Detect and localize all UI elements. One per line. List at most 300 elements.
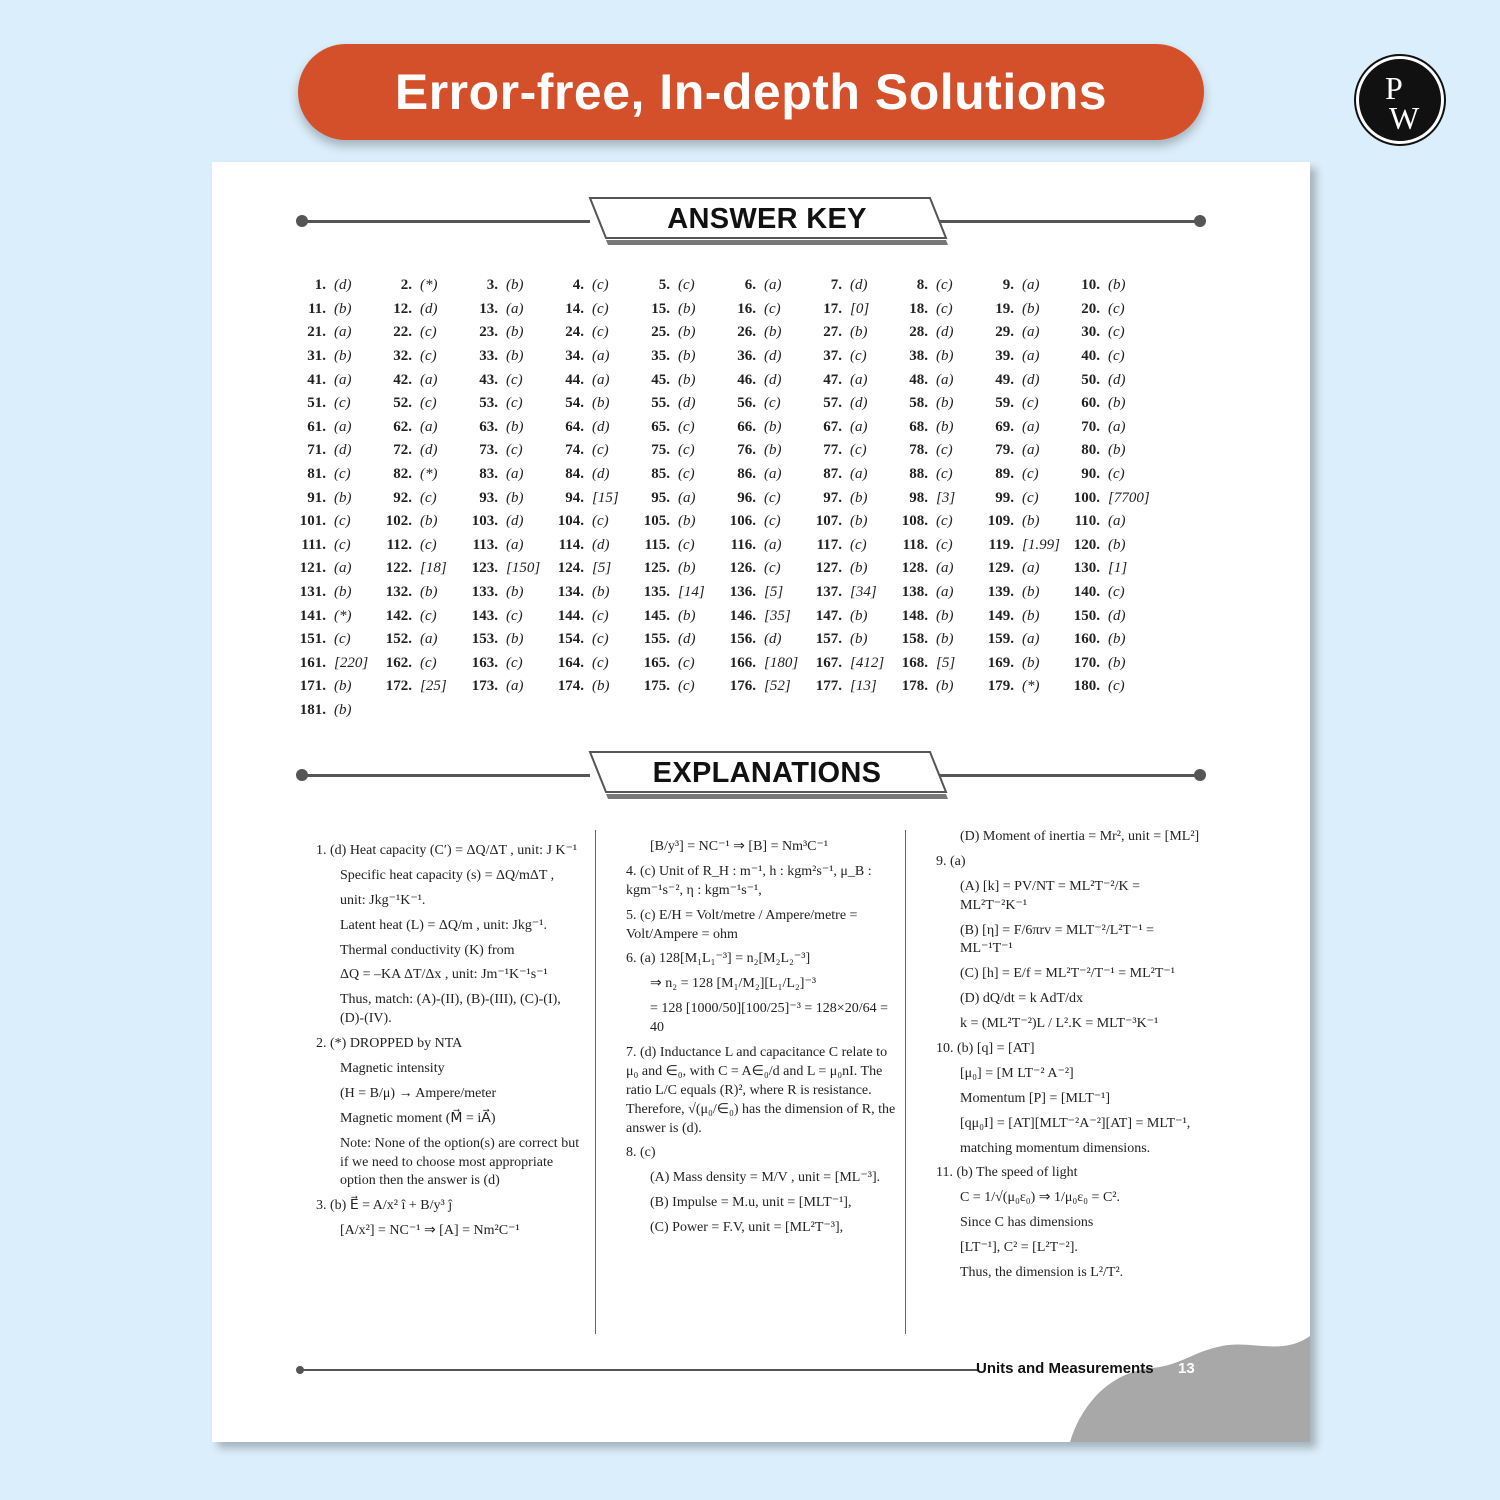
answer-key-item bbox=[812, 652, 898, 676]
answer-key-item bbox=[382, 628, 468, 652]
answer-key-question-number: 93. bbox=[479, 489, 498, 506]
answer-key-answer: (a) bbox=[1022, 324, 1040, 341]
answer-key-question-number: 157. bbox=[815, 631, 842, 648]
explanations-rule-right bbox=[938, 774, 1200, 777]
answer-key-answer: (c) bbox=[936, 300, 953, 317]
answer-key-question-number: 63. bbox=[479, 418, 498, 435]
answer-key-question-number: 32. bbox=[393, 348, 412, 365]
footer-rule bbox=[298, 1369, 978, 1371]
column-divider-1 bbox=[595, 830, 596, 1334]
answer-key-answer: (d) bbox=[592, 466, 610, 483]
answer-key-question-number: 118. bbox=[902, 536, 928, 553]
answer-key-item bbox=[382, 463, 468, 487]
answer-key-item bbox=[468, 463, 554, 487]
answer-key-item bbox=[984, 274, 1070, 298]
answer-key-answer: (c) bbox=[1108, 300, 1125, 317]
answer-key-question-number: 27. bbox=[823, 324, 842, 341]
answer-key-question-number: 25. bbox=[651, 324, 670, 341]
answer-key-item bbox=[554, 392, 640, 416]
answer-key-item bbox=[898, 581, 984, 605]
answer-key-answer: (a) bbox=[936, 584, 954, 601]
answer-key-item bbox=[468, 534, 554, 558]
answer-key-answer: (d) bbox=[678, 395, 696, 412]
answer-key-item bbox=[726, 486, 812, 510]
answer-key-answer: (d) bbox=[506, 513, 524, 530]
answer-key-answer: (b) bbox=[1108, 631, 1126, 648]
answer-key-question-number: 7. bbox=[830, 277, 842, 294]
answer-key-item bbox=[898, 298, 984, 322]
answer-key-answer: (b) bbox=[334, 584, 352, 601]
answer-key-item bbox=[1070, 510, 1156, 534]
answer-key-question-number: 145. bbox=[643, 607, 670, 624]
explanation-line: Since C has dimensions bbox=[960, 1215, 1094, 1231]
answer-key-item bbox=[726, 604, 812, 628]
answer-key-item bbox=[468, 604, 554, 628]
answer-key-answer: (c) bbox=[420, 324, 437, 341]
explanation-line: Note: None of the option(s) are correct but if we need to choose most appropriate option then the answer is (d) bbox=[340, 1135, 580, 1189]
answer-key-question-number: 56. bbox=[737, 395, 756, 412]
footer-rule-dot bbox=[296, 1366, 304, 1374]
answer-key-item bbox=[812, 392, 898, 416]
answer-key-item bbox=[468, 652, 554, 676]
answer-key-question-number: 87. bbox=[823, 466, 842, 483]
explanation-line: (C) Power = F.V, unit = [ML²T⁻³], bbox=[650, 1220, 844, 1236]
answer-key-question-number: 69. bbox=[995, 418, 1014, 435]
answer-key-answer: (a) bbox=[764, 466, 782, 483]
answer-key-item bbox=[1070, 652, 1156, 676]
answer-key-question-number: 160. bbox=[1073, 631, 1100, 648]
answer-key-answer: (c) bbox=[936, 466, 953, 483]
answer-key-question-number: 162. bbox=[385, 654, 412, 671]
answer-key-question-number: 10. bbox=[1081, 277, 1100, 294]
answer-key-question-number: 22. bbox=[393, 324, 412, 341]
answer-key-answer: (b) bbox=[936, 678, 954, 695]
answer-key-question-number: 3. bbox=[486, 277, 498, 294]
answer-key-answer: (c) bbox=[334, 631, 351, 648]
answer-key-question-number: 164. bbox=[557, 654, 584, 671]
answer-key-answer: (c) bbox=[1108, 466, 1125, 483]
explanation-line: (A) Mass density = M/V , unit = [ML⁻³]. bbox=[650, 1170, 881, 1186]
answer-key-answer: (c) bbox=[850, 442, 867, 459]
answer-key-item bbox=[984, 652, 1070, 676]
answer-key-answer: (a) bbox=[1022, 442, 1040, 459]
answer-key-item bbox=[640, 604, 726, 628]
answer-key-item bbox=[382, 534, 468, 558]
answer-key-answer: (b) bbox=[334, 701, 352, 718]
answer-key-item bbox=[554, 604, 640, 628]
answer-key-answer: (b) bbox=[1022, 607, 1040, 624]
answer-key-item bbox=[1070, 628, 1156, 652]
answer-key-question-number: 139. bbox=[987, 584, 1014, 601]
answer-key-item bbox=[812, 534, 898, 558]
answer-key-answer: (c) bbox=[678, 536, 695, 553]
answer-key-item bbox=[812, 439, 898, 463]
answer-key-item bbox=[898, 439, 984, 463]
answer-key-item bbox=[382, 345, 468, 369]
answer-key-item bbox=[554, 416, 640, 440]
answer-key-item bbox=[554, 675, 640, 699]
answer-key-answer: (a) bbox=[506, 678, 524, 695]
answer-key-question-number: 123. bbox=[471, 560, 498, 577]
answer-key-question-number: 52. bbox=[393, 395, 412, 412]
answer-key-item bbox=[554, 628, 640, 652]
answer-key-answer: [18] bbox=[420, 560, 447, 577]
banner bbox=[298, 44, 1204, 140]
explanation-line: matching momentum dimensions. bbox=[960, 1140, 1151, 1156]
answer-key-question-number: 43. bbox=[479, 371, 498, 388]
answer-key-question-number: 24. bbox=[565, 324, 584, 341]
answer-key-answer: (a) bbox=[506, 466, 524, 483]
answer-key-answer: (b) bbox=[1108, 395, 1126, 412]
answer-key-answer: (b) bbox=[1108, 442, 1126, 459]
answer-key-question-number: 106. bbox=[729, 513, 756, 530]
answer-key-answer: (b) bbox=[678, 371, 696, 388]
answer-key-answer: [412] bbox=[850, 654, 885, 671]
explanation-line: 7. (d) Inductance L and capacitance C relate to μ₀ and ∈₀, with C = A∈₀/d and L = μ₀nI. The ratio L/C equals (R)², where R is resistance. Therefore, √(μ₀/∈₀) has the dimension of R, the answer is (d). bbox=[626, 1045, 896, 1136]
answer-key-question-number: 80. bbox=[1081, 442, 1100, 459]
answer-key-question-number: 156. bbox=[729, 631, 756, 648]
answer-key-item bbox=[468, 392, 554, 416]
answer-key-answer: (c) bbox=[592, 513, 609, 530]
answer-key-question-number: 131. bbox=[299, 584, 326, 601]
answer-key-item bbox=[1070, 298, 1156, 322]
answer-key-question-number: 40. bbox=[1081, 348, 1100, 365]
answer-key-answer: (c) bbox=[592, 631, 609, 648]
answer-key-question-number: 143. bbox=[471, 607, 498, 624]
answer-key-question-number: 141. bbox=[299, 607, 326, 624]
answer-key-question-number: 16. bbox=[737, 300, 756, 317]
answer-key-question-number: 101. bbox=[299, 513, 326, 530]
answer-key-answer: (a) bbox=[1022, 631, 1040, 648]
answer-key-question-number: 136. bbox=[729, 584, 756, 601]
pw-logo-mark bbox=[1359, 59, 1441, 141]
answer-key-answer: [14] bbox=[678, 584, 705, 601]
answer-key-item bbox=[296, 628, 382, 652]
answer-key-item bbox=[468, 628, 554, 652]
answer-key-question-number: 110. bbox=[1074, 513, 1100, 530]
answer-key-question-number: 8. bbox=[916, 277, 928, 294]
answer-key-question-number: 6. bbox=[744, 277, 756, 294]
answer-key-question-number: 37. bbox=[823, 348, 842, 365]
answer-key-question-number: 17. bbox=[823, 300, 842, 317]
answer-key-question-number: 133. bbox=[471, 584, 498, 601]
answer-key-item bbox=[812, 321, 898, 345]
answer-key-answer: [25] bbox=[420, 678, 447, 695]
answer-key-answer: (*) bbox=[334, 607, 352, 624]
answer-key-question-number: 86. bbox=[737, 466, 756, 483]
answer-key-answer: (*) bbox=[1022, 678, 1040, 695]
answer-key-answer: (a) bbox=[936, 560, 954, 577]
answer-key-answer: (c) bbox=[592, 607, 609, 624]
explanation-line: [qμ₀I] = [AT][MLT⁻²A⁻²][AT] = MLT⁻¹, bbox=[960, 1115, 1191, 1131]
answer-key-item bbox=[554, 463, 640, 487]
answer-key-item bbox=[812, 557, 898, 581]
answer-key-item bbox=[382, 274, 468, 298]
answer-key-question-number: 170. bbox=[1073, 654, 1100, 671]
answer-key-item bbox=[382, 557, 468, 581]
answer-key-question-number: 130. bbox=[1073, 560, 1100, 577]
answer-key-item bbox=[898, 652, 984, 676]
answer-key-question-number: 167. bbox=[815, 654, 842, 671]
answer-key-answer: (a) bbox=[1022, 418, 1040, 435]
answer-key-answer: (c) bbox=[506, 442, 523, 459]
answer-key-question-number: 90. bbox=[1081, 466, 1100, 483]
answer-key-answer: (c) bbox=[850, 348, 867, 365]
answer-key-answer: (b) bbox=[592, 395, 610, 412]
answer-key-question-number: 12. bbox=[393, 300, 412, 317]
answer-key-answer: (b) bbox=[1022, 654, 1040, 671]
answer-key-item bbox=[296, 298, 382, 322]
answer-key-question-number: 85. bbox=[651, 466, 670, 483]
answer-key-answer: (d) bbox=[420, 300, 438, 317]
answer-key-answer: [35] bbox=[764, 607, 791, 624]
answer-key-item bbox=[468, 675, 554, 699]
answer-key-answer: [220] bbox=[334, 654, 369, 671]
answer-key-answer: (a) bbox=[850, 466, 868, 483]
answer-key-item bbox=[984, 345, 1070, 369]
answer-key-item bbox=[382, 439, 468, 463]
answer-key-question-number: 173. bbox=[471, 678, 498, 695]
answer-key-question-number: 115. bbox=[644, 536, 670, 553]
answer-key-item bbox=[382, 486, 468, 510]
answer-key-answer: (c) bbox=[592, 654, 609, 671]
answer-key-item bbox=[468, 368, 554, 392]
answer-key-question-number: 176. bbox=[729, 678, 756, 695]
explanation-line: (D) dQ/dt = k AdT/dx bbox=[960, 991, 1083, 1007]
answer-key-item bbox=[382, 604, 468, 628]
answer-key-item bbox=[382, 652, 468, 676]
explanation-line: Thus, the dimension is L²/T². bbox=[960, 1265, 1124, 1281]
answer-key-item bbox=[812, 298, 898, 322]
answer-key-answer: (b) bbox=[334, 300, 352, 317]
answer-key-answer: (c) bbox=[1108, 678, 1125, 695]
answer-key-question-number: 94. bbox=[565, 489, 584, 506]
answer-key-answer: (c) bbox=[1108, 348, 1125, 365]
answer-key-item bbox=[468, 581, 554, 605]
page-number: 13 bbox=[1178, 1360, 1195, 1377]
answer-key-item bbox=[984, 675, 1070, 699]
answer-key-question-number: 46. bbox=[737, 371, 756, 388]
answer-key-item bbox=[468, 439, 554, 463]
answer-key-item bbox=[984, 581, 1070, 605]
answer-key-answer: (a) bbox=[1108, 513, 1126, 530]
answer-key-answer: (a) bbox=[1022, 277, 1040, 294]
explanation-line: ΔQ = –KA ΔT/Δx , unit: Jm⁻¹K⁻¹s⁻¹ bbox=[340, 967, 548, 983]
answer-key-item bbox=[984, 604, 1070, 628]
answer-key-answer: (c) bbox=[334, 395, 351, 412]
answer-key-item bbox=[984, 557, 1070, 581]
answer-key-item bbox=[726, 463, 812, 487]
answer-key-question-number: 137. bbox=[815, 584, 842, 601]
answer-key-item bbox=[554, 345, 640, 369]
explanation-line: Magnetic intensity bbox=[340, 1061, 445, 1077]
explanation-line: Thermal conductivity (K) from bbox=[340, 942, 515, 958]
answer-key-question-number: 23. bbox=[479, 324, 498, 341]
answer-key-answer: [52] bbox=[764, 678, 791, 695]
answer-key-item bbox=[296, 392, 382, 416]
answer-key-question-number: 1. bbox=[314, 277, 326, 294]
answer-key-item bbox=[382, 416, 468, 440]
answer-key-question-number: 99. bbox=[995, 489, 1014, 506]
explanation-line: (B) [η] = F/6πrv = MLT⁻²/L²T⁻¹ = ML⁻¹T⁻¹ bbox=[960, 922, 1155, 957]
answer-key-answer: (b) bbox=[764, 324, 782, 341]
answer-key-question-number: 166. bbox=[729, 654, 756, 671]
explanation-line: (H = B/μ) → Ampere/meter bbox=[340, 1085, 497, 1101]
answer-key-answer: (b) bbox=[334, 678, 352, 695]
logo-letter-w: W bbox=[1389, 100, 1420, 136]
answer-key-item bbox=[984, 321, 1070, 345]
answer-key-answer: (c) bbox=[678, 418, 695, 435]
answer-key-answer: (b) bbox=[850, 607, 868, 624]
answer-key-answer: (b) bbox=[678, 348, 696, 365]
answer-key-question-number: 79. bbox=[995, 442, 1014, 459]
answer-key-question-number: 4. bbox=[572, 277, 584, 294]
explanations-column-2 bbox=[626, 838, 898, 1244]
answer-key-question-number: 64. bbox=[565, 418, 584, 435]
answer-key-question-number: 144. bbox=[557, 607, 584, 624]
answer-key-question-number: 178. bbox=[901, 678, 928, 695]
answer-key-item bbox=[640, 463, 726, 487]
answer-key-question-number: 129. bbox=[987, 560, 1014, 577]
answer-key-answer: (c) bbox=[764, 513, 781, 530]
answer-key-question-number: 70. bbox=[1081, 418, 1100, 435]
answer-key-question-number: 103. bbox=[471, 513, 498, 530]
answer-key-answer: [1] bbox=[1108, 560, 1128, 577]
answer-key-answer: (b) bbox=[678, 324, 696, 341]
answer-key-item bbox=[1070, 439, 1156, 463]
answer-key-answer: (c) bbox=[678, 654, 695, 671]
answer-key-item bbox=[640, 628, 726, 652]
answer-key-question-number: 168. bbox=[901, 654, 928, 671]
answer-key-tab bbox=[584, 196, 950, 248]
answer-key-answer: (b) bbox=[678, 607, 696, 624]
answer-key-answer: (c) bbox=[936, 442, 953, 459]
answer-key-question-number: 74. bbox=[565, 442, 584, 459]
answer-key-item bbox=[1070, 675, 1156, 699]
answer-key-answer: (c) bbox=[420, 607, 437, 624]
explanation-line: 10. (b) [q] = [AT] bbox=[936, 1041, 1035, 1057]
answer-key-item bbox=[640, 392, 726, 416]
answer-key-answer: (c) bbox=[420, 654, 437, 671]
answer-key-answer: (a) bbox=[334, 560, 352, 577]
answer-key-question-number: 83. bbox=[479, 466, 498, 483]
book-page bbox=[212, 162, 1310, 1442]
answer-key-question-number: 78. bbox=[909, 442, 928, 459]
answer-key-question-number: 179. bbox=[987, 678, 1014, 695]
answer-key-answer: (c) bbox=[506, 607, 523, 624]
answer-key-answer: (c) bbox=[506, 371, 523, 388]
answer-key-answer: (c) bbox=[420, 489, 437, 506]
answer-key-item bbox=[296, 321, 382, 345]
answer-key-answer: (c) bbox=[420, 348, 437, 365]
answer-key-question-number: 159. bbox=[987, 631, 1014, 648]
answer-key-heading: ANSWER KEY bbox=[667, 203, 867, 235]
answer-key-question-number: 124. bbox=[557, 560, 584, 577]
answer-key-answer: (b) bbox=[506, 348, 524, 365]
answer-key-item bbox=[382, 581, 468, 605]
answer-key-answer: (d) bbox=[1108, 371, 1126, 388]
answer-key-item bbox=[640, 486, 726, 510]
answer-key-answer: (b) bbox=[1108, 277, 1126, 294]
answer-key-answer: (b) bbox=[506, 489, 524, 506]
footer-chapter-title: Units and Measurements bbox=[976, 1360, 1154, 1377]
answer-key-item bbox=[898, 534, 984, 558]
answer-key-question-number: 49. bbox=[995, 371, 1014, 388]
answer-key-item bbox=[296, 463, 382, 487]
answer-key-answer: (a) bbox=[678, 489, 696, 506]
explanation-line: 6. (a) 128[M₁L₁⁻³] = n₂[M₂L₂⁻³] bbox=[626, 951, 811, 967]
answer-key-item bbox=[382, 510, 468, 534]
answer-key-question-number: 97. bbox=[823, 489, 842, 506]
answer-key-item bbox=[726, 321, 812, 345]
answer-key-answer: (c) bbox=[334, 466, 351, 483]
answer-key-item bbox=[640, 510, 726, 534]
answer-key-question-number: 5. bbox=[658, 277, 670, 294]
answer-key-answer: (c) bbox=[936, 536, 953, 553]
answer-key-item bbox=[898, 557, 984, 581]
answer-key-item bbox=[812, 274, 898, 298]
answer-key-question-number: 50. bbox=[1081, 371, 1100, 388]
answer-key-question-number: 180. bbox=[1073, 678, 1100, 695]
answer-key-question-number: 122. bbox=[385, 560, 412, 577]
answer-key-answer: (c) bbox=[1022, 395, 1039, 412]
answer-key-rule-left bbox=[300, 220, 590, 223]
answer-key-answer: (c) bbox=[506, 395, 523, 412]
answer-key-item bbox=[812, 463, 898, 487]
answer-key-question-number: 84. bbox=[565, 466, 584, 483]
answer-key-question-number: 91. bbox=[307, 489, 326, 506]
answer-key-answer: (b) bbox=[420, 513, 438, 530]
answer-key-question-number: 96. bbox=[737, 489, 756, 506]
explanation-line: 9. (a) bbox=[936, 853, 966, 869]
answer-key-answer: (a) bbox=[334, 324, 352, 341]
answer-key-question-number: 151. bbox=[299, 631, 326, 648]
answer-key-item bbox=[640, 581, 726, 605]
answer-key-question-number: 132. bbox=[385, 584, 412, 601]
answer-key-question-number: 114. bbox=[558, 536, 584, 553]
answer-key-question-number: 138. bbox=[901, 584, 928, 601]
answer-key-question-number: 109. bbox=[987, 513, 1014, 530]
explanation-line: [B/y³] = NC⁻¹ ⇒ [B] = Nm³C⁻¹ bbox=[650, 839, 829, 854]
answer-key-answer: [5] bbox=[764, 584, 784, 601]
answer-key-item bbox=[1070, 557, 1156, 581]
answer-key-question-number: 147. bbox=[815, 607, 842, 624]
answer-key-question-number: 54. bbox=[565, 395, 584, 412]
answer-key-answer: (*) bbox=[420, 277, 438, 294]
answer-key-item bbox=[1070, 345, 1156, 369]
answer-key-question-number: 20. bbox=[1081, 300, 1100, 317]
answer-key-question-number: 39. bbox=[995, 348, 1014, 365]
answer-key-question-number: 59. bbox=[995, 395, 1014, 412]
answer-key-item bbox=[1070, 416, 1156, 440]
answer-key-item bbox=[296, 510, 382, 534]
answer-key-answer: (c) bbox=[592, 277, 609, 294]
answer-key-answer: (b) bbox=[764, 442, 782, 459]
answer-key-question-number: 41. bbox=[307, 371, 326, 388]
answer-key-answer: (a) bbox=[936, 371, 954, 388]
answer-key-rule-dot-right bbox=[1194, 215, 1206, 227]
answer-key-answer: (b) bbox=[850, 513, 868, 530]
answer-key-question-number: 117. bbox=[816, 536, 842, 553]
answer-key-item bbox=[640, 274, 726, 298]
answer-key-item bbox=[554, 581, 640, 605]
answer-key-answer: (c) bbox=[506, 654, 523, 671]
answer-key-answer: (d) bbox=[592, 536, 610, 553]
answer-key-question-number: 165. bbox=[643, 654, 670, 671]
answer-key-item bbox=[812, 628, 898, 652]
answer-key-answer: (b) bbox=[936, 631, 954, 648]
answer-key-item bbox=[726, 439, 812, 463]
